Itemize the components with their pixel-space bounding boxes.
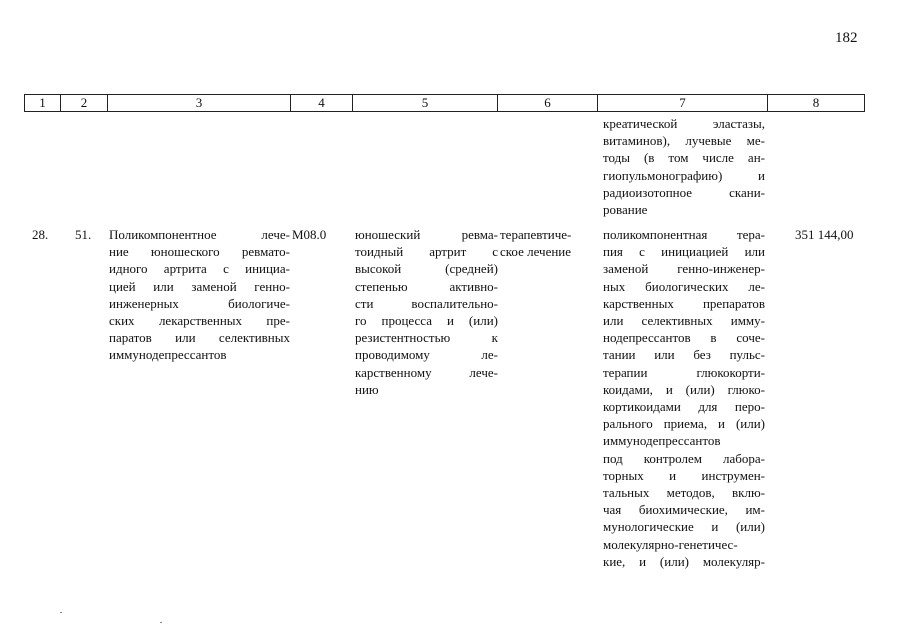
- text-line: чая биохимические, им-: [603, 502, 765, 518]
- text-line: инженерных биологиче-: [109, 295, 290, 311]
- text-line: тоидный артрит с: [355, 244, 498, 260]
- text-line: витаминов), лучевые ме-: [603, 133, 765, 149]
- column-number-header: [24, 94, 865, 112]
- treatment-name: [109, 226, 290, 364]
- text-line: го процесса и (или): [355, 313, 498, 329]
- text-line: тании или без пульс-: [603, 347, 765, 363]
- text-line: иммунодепрессантов: [109, 347, 227, 363]
- text-line: иммунодепрессантов: [603, 433, 721, 449]
- text-line: торных и инструмен-: [603, 467, 765, 483]
- text-line: пия с инициацией или: [603, 244, 765, 260]
- text-line: резистентностью к: [355, 330, 498, 346]
- text-line: нию: [355, 381, 379, 397]
- text-line: сти воспалительно-: [355, 295, 498, 311]
- text-line: идного артрита с инициа-: [109, 261, 290, 277]
- row-number: 28.: [32, 227, 49, 242]
- text-line: коидами, и (или) глюко-: [603, 381, 765, 397]
- text-line: степенью активно-: [355, 278, 498, 294]
- header-col-8: 8: [768, 95, 865, 112]
- scan-artifact: [160, 622, 162, 623]
- text-line: паратов или селективных: [109, 330, 290, 346]
- group-code: 51.: [75, 227, 92, 242]
- header-col-1: 1: [25, 95, 61, 112]
- text-line: ское лечение: [500, 244, 572, 260]
- text-line: рального приема, и (или): [603, 416, 765, 432]
- header-col-5: 5: [353, 95, 498, 112]
- text-line: кие, и (или) молекуляр-: [603, 553, 765, 569]
- text-line: под контролем лабора-: [603, 450, 765, 466]
- text-line: тальных методов, вклю-: [603, 485, 765, 501]
- text-line: поликомпонентная тера-: [603, 227, 765, 242]
- text-line: терапевтиче-: [500, 227, 572, 242]
- patient-model: [355, 226, 498, 398]
- icd-code: M08.0: [292, 227, 327, 242]
- text-line: или селективных имму-: [603, 313, 765, 329]
- text-line: радиоизотопное скани-: [603, 184, 765, 200]
- header-col-3: 3: [108, 95, 291, 112]
- text-line: ских лекарственных пре-: [109, 313, 290, 329]
- header-col-7: 7: [598, 95, 768, 112]
- text-line: ных биологических ле-: [603, 278, 765, 294]
- prev-row-methods-text: [603, 115, 765, 218]
- text-line: ние юношеского ревмато-: [109, 244, 290, 260]
- text-line: карственному лече-: [355, 364, 498, 380]
- header-col-6: 6: [498, 95, 598, 112]
- header-col-2: 2: [61, 95, 108, 112]
- text-line: тоды (в том числе ан-: [603, 150, 765, 166]
- text-line: креатической эластазы,: [603, 116, 765, 131]
- text-line: заменой генно-инженер-: [603, 261, 765, 277]
- text-line: проводимому ле-: [355, 347, 498, 363]
- text-line: гиопульмонографию) и: [603, 167, 765, 183]
- price-value: 351 144,00: [795, 227, 854, 242]
- header-col-4: 4: [291, 95, 353, 112]
- treatment-type: [500, 226, 571, 260]
- text-line: мунологические и (или): [603, 519, 765, 535]
- text-line: нодепрессантов в соче-: [603, 330, 765, 346]
- page-number: 182: [835, 30, 858, 46]
- text-line: Поликомпонентное лече-: [109, 227, 290, 242]
- text-line: карственных препаратов: [603, 295, 765, 311]
- text-line: молекулярно-генетичес-: [603, 536, 738, 552]
- text-line: цией или заменой генно-: [109, 278, 290, 294]
- text-line: юношеский ревма-: [355, 227, 498, 242]
- text-line: рование: [603, 202, 648, 218]
- treatment-method: [603, 226, 765, 570]
- text-line: кортикоидами для перо-: [603, 399, 765, 415]
- text-line: высокой (средней): [355, 261, 498, 277]
- text-line: терапии глюкокорти-: [603, 364, 765, 380]
- scan-artifact: [60, 612, 62, 613]
